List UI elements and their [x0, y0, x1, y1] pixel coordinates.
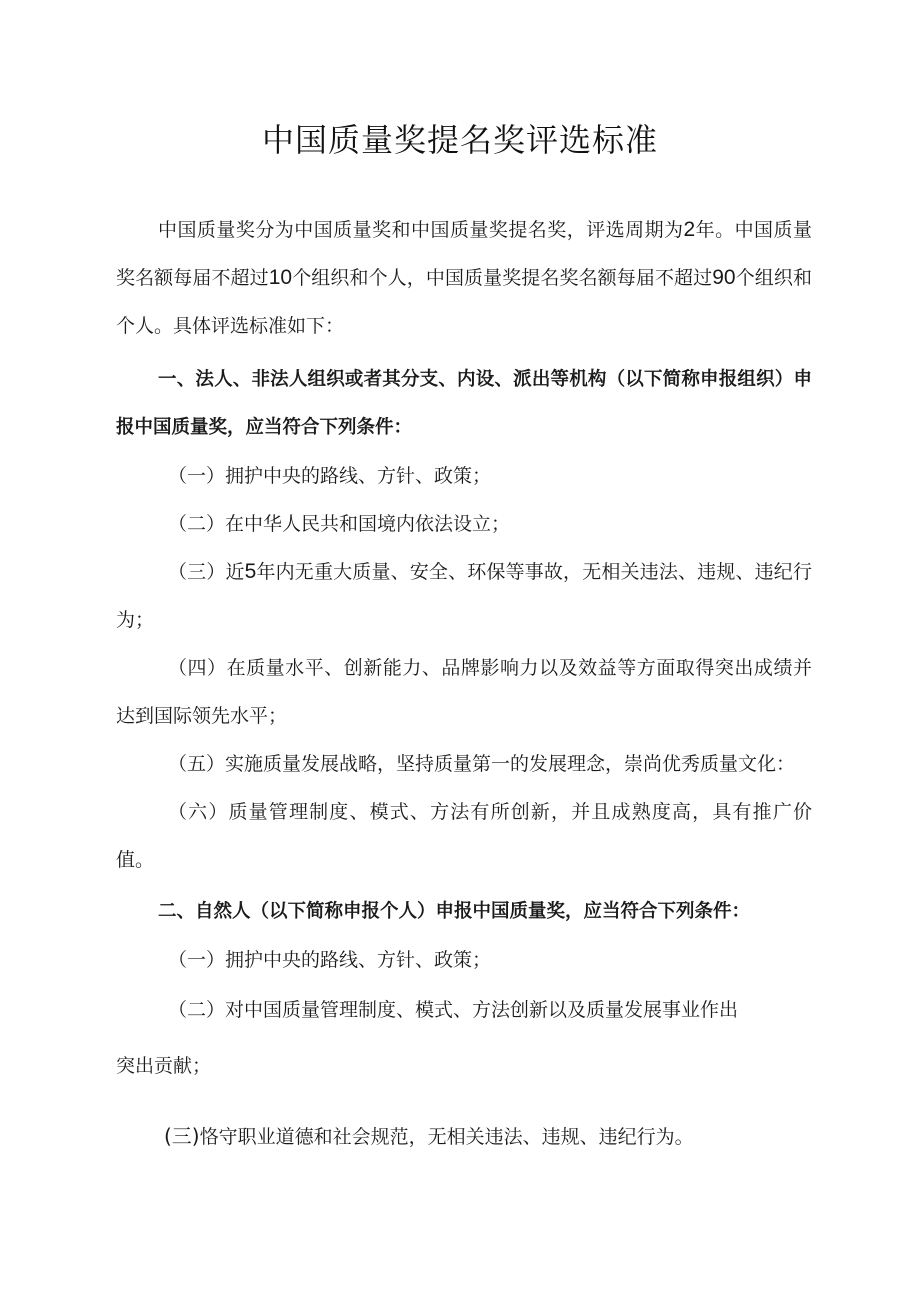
- intro-number-nomination-quota: 90: [712, 266, 736, 289]
- section1-item-4: （四）在质量水平、创新能力、品牌影响力以及效益等方面取得突出成绩并达到国际领先水平；: [116, 657, 812, 727]
- section1-heading: 一、法人、非法人组织或者其分支、内设、派出等机构（以下简称申报组织）申报中国质量奖，应当符合下列条件：: [116, 369, 812, 438]
- intro-text-2: 年。中国质量奖名额每届不超过: [116, 219, 812, 289]
- section1-item-6: （六）质量管理制度、模式、方法有所创新，并且成熟度高，具有推广价值。: [116, 801, 812, 871]
- section2-item-1: （一）拥护中央的路线、方针、政策；: [168, 949, 492, 971]
- intro-number-award-quota: 10: [268, 266, 293, 289]
- intro-paragraph: [116, 206, 812, 350]
- section1-item-3-prefix: （三）近: [168, 561, 245, 583]
- section2-heading: 二、自然人（以下简称申报个人）申报中国质量奖，应当符合下列条件：: [158, 901, 751, 922]
- section2-item-3-text: 恪守职业道德和社会规范，无相关违法、违规、违纪行为。: [199, 1126, 694, 1148]
- section1-item-1: （一）拥护中央的路线、方针、政策；: [168, 465, 492, 487]
- document-title: 中国质量奖提名奖评选标准: [261, 121, 658, 159]
- section1-item-3-years: 5: [244, 560, 257, 583]
- intro-number-period: 2: [683, 218, 696, 241]
- section1-item-5: （五）实施质量发展战略，坚持质量第一的发展理念，崇尚优秀质量文化：: [168, 753, 796, 775]
- section2-item-2-line-2: 突出贡献；: [116, 1055, 212, 1077]
- intro-text-1: 中国质量奖分为中国质量奖和中国质量奖提名奖，评选周期为: [158, 219, 684, 241]
- section1-item-2: （二）在中华人民共和国境内依法设立；: [168, 513, 511, 535]
- section2-item-3: [164, 1112, 804, 1161]
- section1-item-3-text: 年内无重大质量、安全、环保等事故，无相关违法、违规、违纪行为；: [116, 561, 812, 631]
- section2-item-3-prefix: (三): [164, 1124, 200, 1148]
- section1-item-3: [116, 548, 812, 644]
- section2-item-2-line-1: （二）对中国质量管理制度、模式、方法创新以及质量发展事业作出: [168, 999, 739, 1021]
- intro-text-4: 个组织和个人。具体评选标准如下：: [116, 267, 812, 337]
- intro-text-3: 个组织和个人，中国质量奖提名奖名额每届不超过: [292, 267, 713, 289]
